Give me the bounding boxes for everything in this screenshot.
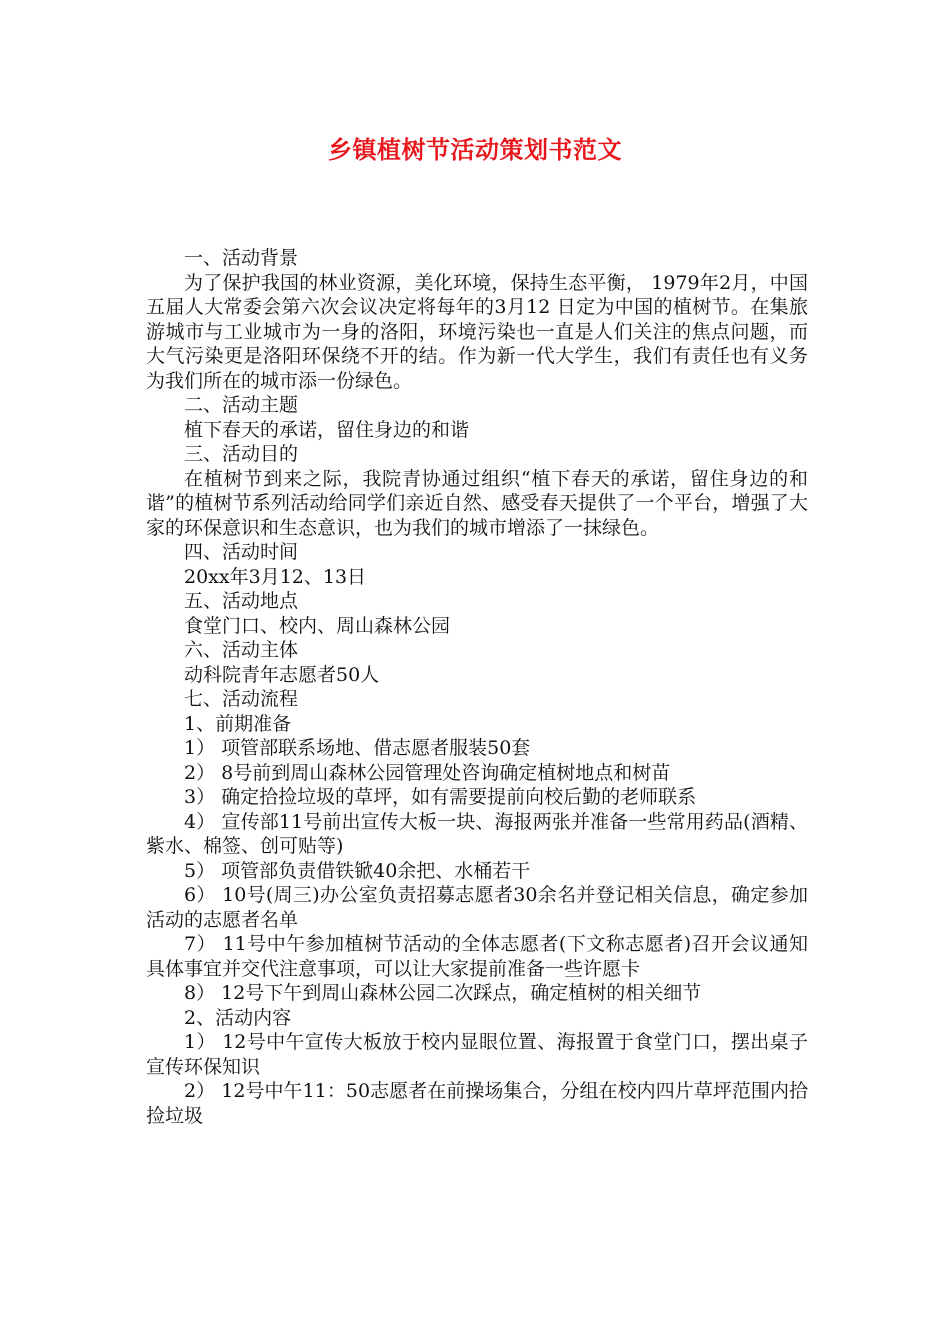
paragraph: 五、活动地点	[184, 590, 299, 612]
paragraph: 3） 确定拾捡垃圾的草坪，如有需要提前向校后勤的老师联系	[184, 786, 697, 808]
paragraph: 7） 11号中午参加植树节活动的全体志愿者(下文称志愿者)召开会议通知具体事宜并交代注意事项，可以让大家提前准备一些许愿卡	[146, 933, 808, 980]
paragraph: 二、活动主题	[184, 394, 299, 416]
paragraph: 七、活动流程	[184, 688, 299, 710]
document-title: 乡镇植树节活动策划书范文	[328, 136, 622, 164]
paragraph: 8） 12号下午到周山森林公园二次踩点，确定植树的相关细节	[184, 982, 702, 1004]
paragraph: 动科院青年志愿者50人	[184, 663, 380, 686]
paragraph: 2） 8号前到周山森林公园管理处咨询确定植树地点和树苗	[184, 761, 671, 784]
paragraph: 4） 宣传部11号前出宣传大板一块、海报两张并准备一些常用药品(酒精、紫水、棉签、创可贴等)	[146, 810, 808, 857]
paragraph: 1） 12号中午宣传大板放于校内显眼位置、海报置于食堂门口，摆出桌子宣传环保知识	[146, 1031, 808, 1078]
paragraph: 四、活动时间	[184, 541, 299, 563]
paragraph: 5） 项管部负责借铁锨40余把、水桶若干	[184, 859, 531, 882]
paragraph: 六、活动主体	[184, 639, 299, 661]
paragraph: 为了保护我国的林业资源，美化环境，保持生态平衡， 1979年2月，中国五届人大常委会第六次会议决定将每年的3月12 日定为中国的植树节。在集旅游城市与工业城市为一身的洛阳，环境污染也一直是人们关注的焦点问题，而大气污染更是洛阳环保绕不开的结。作为新一代大学生，我们有责任也有义务为我们所在的城市添一份绿色。	[146, 271, 808, 392]
paragraph: 1、前期准备	[184, 712, 292, 735]
paragraph: 植下春天的承诺，留住身边的和谐	[184, 418, 470, 441]
paragraph: 食堂门口、校内、周山森林公园	[184, 614, 451, 637]
document-body	[146, 246, 808, 1128]
paragraph: 一、活动背景	[184, 247, 299, 269]
paragraph: 1） 项管部联系场地、借志愿者服装50套	[184, 737, 531, 759]
paragraph: 2、活动内容	[184, 1006, 292, 1029]
paragraph: 2） 12号中午11：50志愿者在前操场集合，分组在校内四片草坪范围内拾捡垃圾	[146, 1080, 808, 1127]
paragraph: 20xx年3月12、13日	[184, 565, 367, 588]
paragraph: 在植树节到来之际，我院青协通过组织“植下春天的承诺，留住身边的和谐”的植树节系列活动给同学们亲近自然、感受春天提供了一个平台，增强了大家的环保意识和生态意识，也为我们的城市增添了一抹绿色。	[146, 467, 808, 539]
paragraph: 6） 10号(周三)办公室负责招募志愿者30余名并登记相关信息，确定参加活动的志愿者名单	[146, 884, 808, 931]
paragraph: 三、活动目的	[184, 443, 299, 465]
